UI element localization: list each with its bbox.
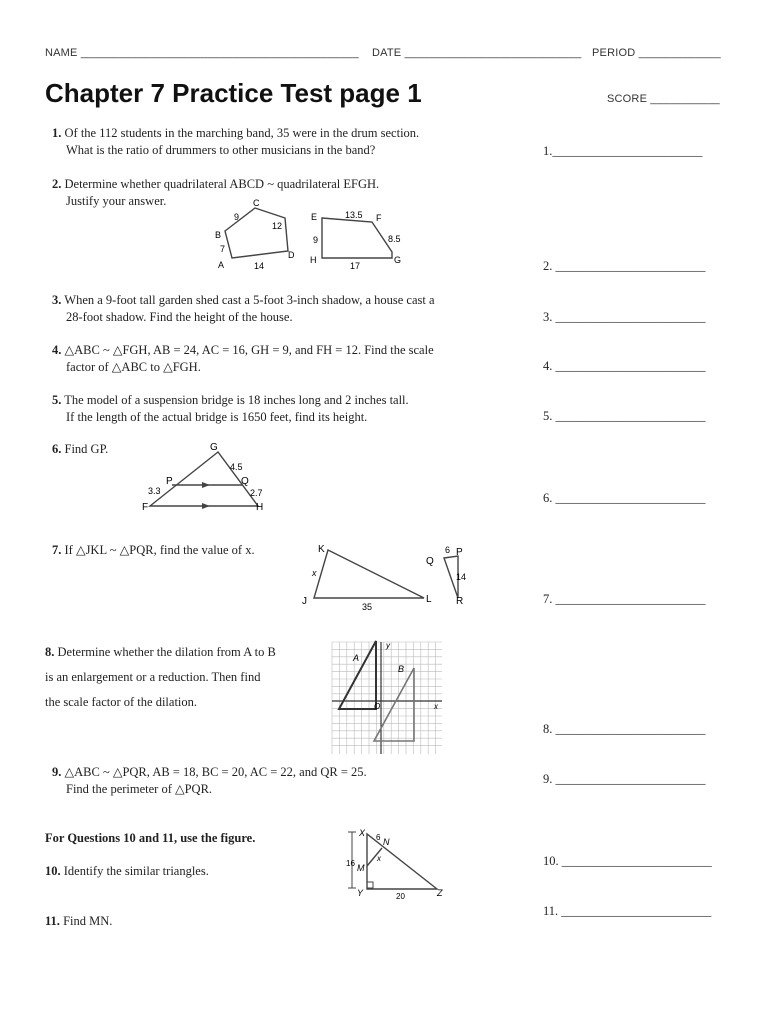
label-A: A [218, 260, 225, 270]
label-P: P [166, 476, 173, 487]
label-17: 17 [350, 261, 361, 271]
label-D: D [288, 250, 295, 260]
question-4: 4. △ABC ~ △FGH, AB = 24, AC = 16, GH = 9, and FH = 12. Find the scale factor of △ABC to △FGH. [52, 343, 434, 374]
label-6: 6 [445, 545, 451, 555]
parallel-arrow-bottom [202, 503, 210, 509]
label-8-5: 8.5 [388, 234, 401, 244]
question-6: 6. Find GP. [52, 442, 109, 456]
quad-efgh [322, 218, 392, 258]
label-12: 12 [272, 221, 283, 231]
answer-line-6[interactable]: 6. ________________________ [543, 491, 706, 505]
label-4-5: 4.5 [230, 462, 243, 472]
label-35: 35 [362, 602, 373, 612]
q10-11-triangle-figure [340, 826, 450, 906]
label-P: P [456, 547, 463, 558]
label-E: E [311, 212, 318, 222]
answer-line-9[interactable]: 9. ________________________ [543, 772, 706, 786]
grid-lines [332, 642, 442, 754]
name-field-label: NAME ____________________________________________ [45, 47, 359, 59]
label-14: 14 [456, 572, 467, 582]
date-field-label: DATE ____________________________ [372, 47, 582, 59]
question-3: 3. When a 9-foot tall garden shed cast a 5-foot 3-inch shadow, a house cast a 28-foot shadow. Find the height of the house. [52, 293, 435, 324]
label-x: x [377, 854, 381, 863]
label-H: H [256, 502, 264, 513]
right-angle-marker [367, 882, 373, 888]
label-L: L [426, 594, 432, 605]
label-9b: 9 [313, 235, 319, 245]
label-F: F [142, 502, 149, 513]
q7-triangles-figure [298, 540, 478, 615]
question-1: 1. Of the 112 students in the marching band, 35 were in the drum section. What is the ratio of drummers to other musicians in the band? [52, 126, 420, 157]
label-X: X [359, 828, 366, 838]
label-16: 16 [346, 859, 355, 868]
label-6: 6 [376, 833, 381, 842]
question-10: 10. Identify the similar triangles. [45, 864, 209, 878]
label-J: J [302, 596, 307, 607]
question-11: 11. Find MN. [45, 914, 113, 928]
period-field-label: PERIOD _____________ [592, 47, 721, 59]
question-5: 5. The model of a suspension bridge is 18 inches long and 2 inches tall. If the length of the actual bridge is 1650 feet, find its height. [52, 393, 409, 424]
question-8: 8. Determine whether the dilation from A to B is an enlargement or a reduction. Then find the scale factor of the dilation. [45, 645, 276, 709]
label-Z: Z [437, 888, 443, 898]
label-x: x [434, 702, 438, 711]
answer-line-11[interactable]: 11. ________________________ [543, 904, 712, 918]
q6-triangle-figure [140, 438, 280, 518]
label-K: K [318, 544, 325, 555]
answer-line-8[interactable]: 8. ________________________ [543, 722, 706, 736]
triangle-a [339, 641, 376, 709]
answer-line-7[interactable]: 7. ________________________ [543, 592, 706, 606]
label-H: H [310, 255, 317, 265]
page-title: Chapter 7 Practice Test page 1 [45, 78, 422, 108]
answer-line-3[interactable]: 3. ________________________ [543, 310, 706, 324]
label-G: G [394, 255, 402, 265]
label-B: B [398, 664, 405, 674]
label-O: O [374, 702, 381, 711]
group-intro-q10-11: For Questions 10 and 11, use the figure. [45, 831, 256, 845]
parallel-arrow-top [202, 482, 210, 488]
label-R: R [456, 596, 464, 607]
label-20: 20 [396, 892, 405, 901]
label-N: N [383, 837, 390, 847]
label-Q: Q [241, 476, 249, 487]
triangle-jkl [314, 550, 424, 598]
answer-line-10[interactable]: 10. ________________________ [543, 854, 712, 868]
label-F: F [376, 213, 382, 223]
question-9: 9. △ABC ~ △PQR, AB = 18, BC = 20, AC = 22, and QR = 25. Find the perimeter of △PQR. [52, 765, 367, 796]
label-C: C [253, 198, 260, 208]
answer-line-2[interactable]: 2. ________________________ [543, 259, 706, 273]
label-x: x [312, 568, 317, 578]
label-Y: Y [357, 888, 364, 898]
question-7: 7. If △JKL ~ △PQR, find the value of x. [52, 543, 255, 557]
label-M: M [357, 863, 365, 873]
label-y: y [386, 641, 390, 650]
label-A: A [353, 653, 360, 663]
label-3-3: 3.3 [148, 486, 161, 496]
label-13-5: 13.5 [345, 210, 363, 220]
label-9a: 9 [234, 212, 240, 222]
label-2-7: 2.7 [250, 488, 263, 498]
q2-quadrilaterals-figure [210, 196, 410, 276]
q8-coordinate-grid-figure [326, 638, 446, 758]
answer-line-1[interactable]: 1.________________________ [543, 144, 703, 158]
answer-line-4[interactable]: 4. ________________________ [543, 359, 706, 373]
label-B: B [215, 230, 222, 240]
label-14: 14 [254, 261, 265, 271]
label-G: G [210, 442, 218, 453]
label-7: 7 [220, 244, 226, 254]
answer-line-5[interactable]: 5. ________________________ [543, 409, 706, 423]
label-Q: Q [426, 556, 434, 567]
question-2: 2. Determine whether quadrilateral ABCD ~ quadrilateral EFGH. Justify your answer. [52, 177, 380, 208]
score-field-label: SCORE ___________ [607, 93, 720, 105]
